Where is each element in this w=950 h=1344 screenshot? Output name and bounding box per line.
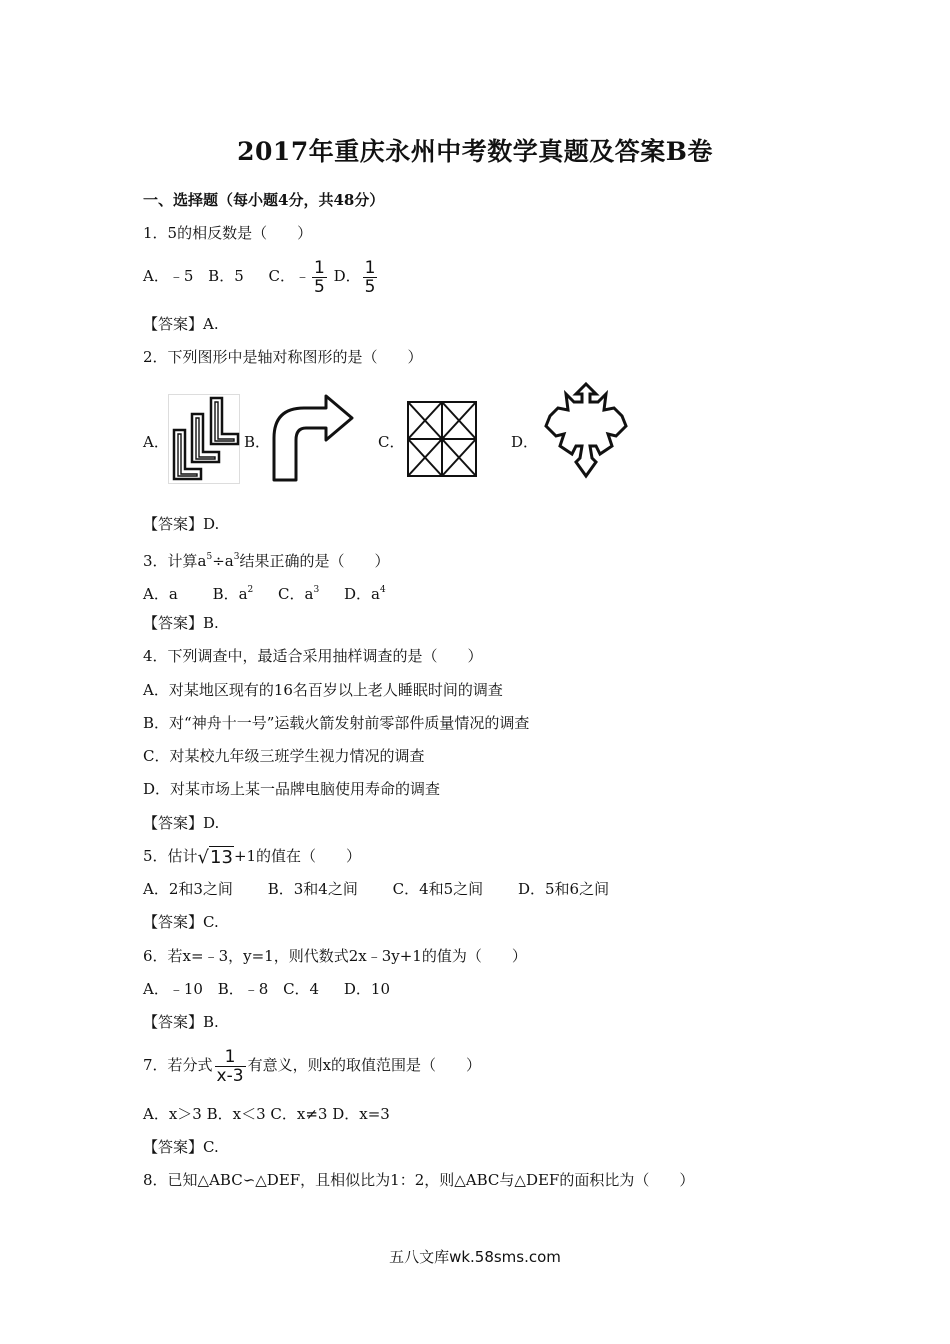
q5-option-b: B．3和4之间 (267, 880, 358, 898)
question-7-stem (143, 1042, 481, 1088)
q1-option-d-fraction (363, 259, 378, 296)
q6-option-a: A．﹣10 (143, 980, 203, 998)
q6-option-b: B．﹣8 (217, 980, 269, 998)
q7-fraction (215, 1048, 246, 1085)
page-title: 2017年重庆永州中考数学真题及答案B卷 (237, 137, 713, 166)
question-7-answer: 【答案】C. (143, 1138, 219, 1156)
q5-option-d: D．5和6之间 (517, 880, 610, 898)
question-2-stem: 2．下列图形中是轴对称图形的是（ ） (143, 348, 423, 366)
q5-stem-post: +1的值在（ ） (233, 847, 362, 865)
question-4-stem: 4．下列调查中，最适合采用抽样调查的是（ ） (143, 647, 483, 665)
q1-option-d-prefix: D． (333, 267, 361, 285)
question-7-options: A．x＞3 B．x＜3 C．x≠3 D．x=3 (143, 1105, 390, 1123)
figure-a-l-shapes (168, 394, 240, 484)
question-4-answer: 【答案】D. (143, 814, 220, 832)
question-1-answer: 【答案】A. (143, 315, 219, 333)
q3-stem-mid: ÷a (212, 552, 234, 570)
q5-option-a: A．2和3之间 (143, 880, 233, 898)
q5-option-c: C．4和5之间 (392, 880, 484, 898)
figure-b-bent-arrow (268, 392, 356, 484)
q2-label-a: A． (143, 433, 169, 451)
q3-option-c-exp: 3 (313, 585, 320, 595)
question-5-stem (143, 844, 361, 870)
q3-exponent-1: 5 (206, 552, 213, 562)
page-footer-watermark: 五八文库wk.58sms.com (389, 1248, 561, 1266)
q6-option-d: D．10 (343, 980, 390, 998)
fraction-numerator: 1 (224, 1046, 236, 1067)
question-5-answer: 【答案】C. (143, 913, 219, 931)
question-2-answer: 【答案】D. (143, 515, 220, 533)
question-3-answer: 【答案】B. (143, 614, 219, 632)
question-8-stem: 8．已知△ABC∽△DEF，且相似比为1：2，则△ABC与△DEF的面积比为（ ） (143, 1171, 695, 1189)
q3-option-d: D．a (343, 585, 380, 603)
q5-square-root: √13 (197, 847, 233, 868)
fraction-denominator: 5 (364, 276, 376, 297)
section-heading: 一、选择题（每小题4分，共48分） (143, 191, 385, 209)
fraction-denominator: x-3 (216, 1065, 244, 1086)
q3-option-d-exp: 4 (379, 585, 386, 595)
q4-option-c: C．对某校九年级三班学生视力情况的调查 (143, 747, 425, 765)
q6-option-c: C．4 (283, 980, 320, 998)
q5-radicand: 13 (210, 847, 233, 868)
q3-option-c: C．a (278, 585, 314, 603)
q7-stem-pre: 7．若分式 (143, 1056, 213, 1074)
q2-label-b: B． (244, 433, 271, 451)
q3-stem-pre: 3．计算a (143, 552, 207, 570)
q5-stem-pre: 5．估计 (143, 847, 198, 865)
q1-option-a: A．﹣5 (143, 267, 194, 285)
q3-exponent-2: 3 (233, 552, 240, 562)
q3-option-b-exp: 2 (247, 585, 254, 595)
figure-c-pinwheel (404, 396, 480, 480)
q4-option-b: B．对“神舟十一号”运载火箭发射前零部件质量情况的调查 (143, 714, 530, 732)
q3-option-a: A．a (143, 585, 178, 603)
q1-option-c-fraction (312, 259, 327, 296)
q4-option-a: A．对某地区现有的16名百岁以上老人睡眠时间的调查 (143, 681, 503, 699)
q3-option-b: B．a (212, 585, 248, 603)
question-6-answer: 【答案】B. (143, 1013, 219, 1031)
fraction-denominator: 5 (314, 276, 325, 297)
question-6-stem: 6．若x=﹣3，y=1，则代数式2x﹣3y+1的值为（ ） (143, 947, 527, 965)
q4-option-d: D．对某市场上某一品牌电脑使用寿命的调查 (143, 780, 441, 798)
figure-d-notched-diamond (540, 380, 632, 480)
question-3-stem (143, 547, 390, 571)
question-3-options (143, 580, 386, 604)
question-1-options (143, 254, 379, 298)
q1-option-c-prefix: C．﹣ (268, 267, 311, 285)
question-1-stem: 1．5的相反数是（ ） (143, 224, 313, 242)
q3-stem-post: 结果正确的是（ ） (239, 552, 390, 570)
q2-label-c: C． (378, 433, 405, 451)
fraction-numerator: 1 (364, 257, 376, 278)
question-5-options (143, 879, 609, 899)
fraction-numerator: 1 (314, 257, 325, 278)
q7-stem-post: 有意义，则x的取值范围是（ ） (247, 1056, 482, 1074)
q2-label-d: D． (511, 433, 539, 451)
q1-option-b: B．5 (208, 267, 244, 285)
question-6-options (143, 979, 390, 999)
